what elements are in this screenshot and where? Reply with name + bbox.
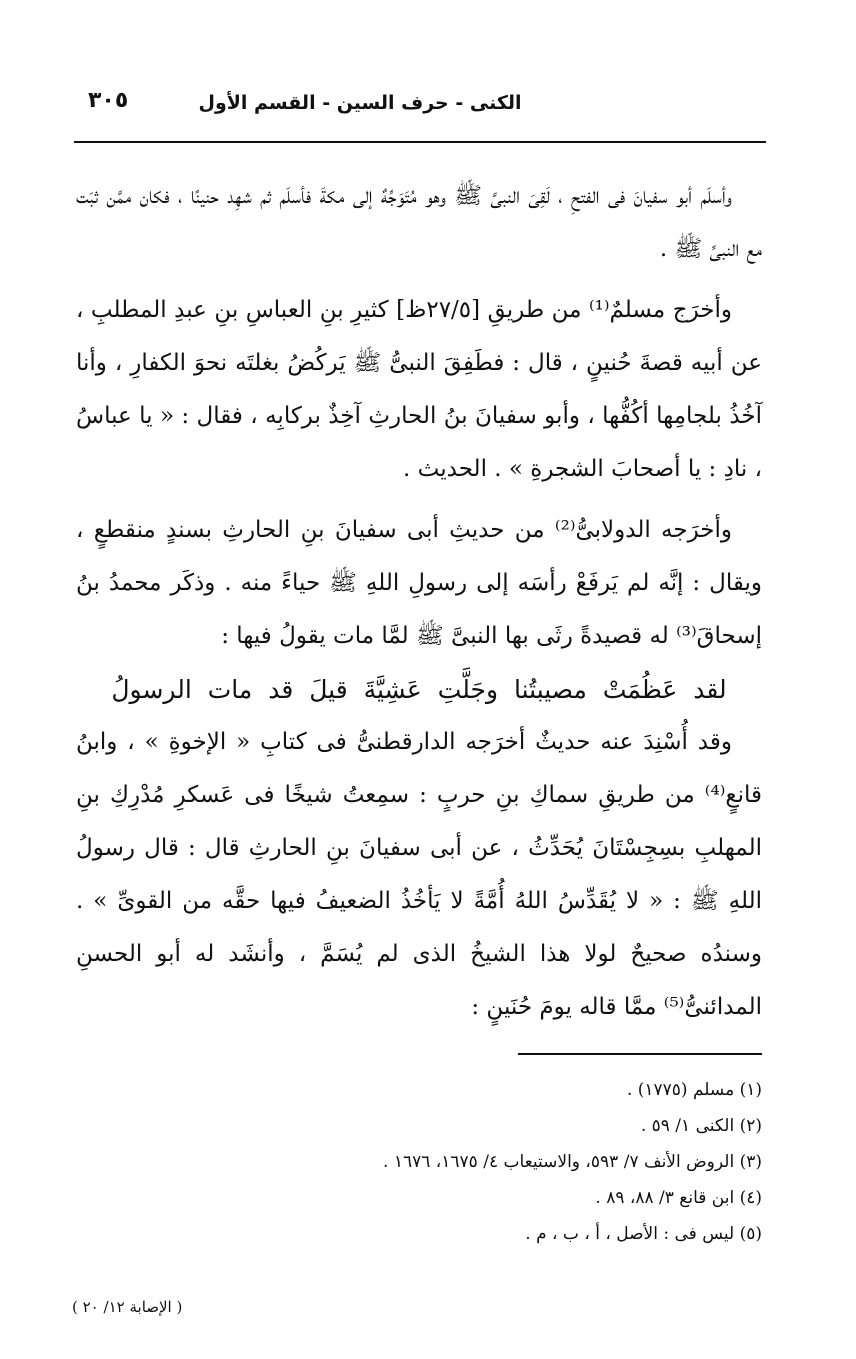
paragraph-gap: [76, 276, 762, 284]
footnote-5: (٥) ليس فى : الأصل ، أ ، ب ، م .: [525, 1224, 762, 1244]
paragraph-2: وأخرَج مسلمٌ⁽¹⁾ من طريقِ [٢٧/٥ظ] كثيرِ بنِ العباسِ بنِ عبدِ المطلبِ ، عن أبيه قصةَ حُنينٍ ، قال : فطَفِقَ النبىُّ ﷺ يَركُضُ بغلتَه نحوَ الكفارِ ، وأنا آخُذُ بلجامِها أكُفُّها ، وأبو سفيانَ بنُ الحارثِ آخِذٌ بركابِه ، فقال : « يا عباسُ ، نادِ : يا أصحابَ الشجرةِ » . الحديث .: [76, 297, 762, 482]
footnote-4: (٤) ابن قانع ٣/ ٨٨، ٨٩ .: [595, 1188, 762, 1208]
footnote-3: (٣) الروض الأنف ٧/ ٥٩٣، والاستيعاب ٤/ ١٦٧٥، ١٦٧٦ .: [383, 1152, 762, 1172]
main-text: [76, 170, 762, 1034]
footnote-1: (١) مسلم (١٧٧٥) .: [626, 1080, 762, 1100]
footnotes: [76, 1072, 762, 1252]
source-reference: ( الإصابة ١٢/ ٢٠ ): [72, 1298, 183, 1316]
running-header: الكنى - حرف السين - القسم الأول: [198, 92, 522, 114]
header-rule: [74, 141, 766, 143]
paragraph-1: وأسلَم أبو سفيانَ فى الفتحِ ، لَقِىَ النبىَّ ﷺ وهو مُتَوَجِّهٌ إلى مكةَ فأسلَم ثم شهِد حنينًا ، فكان ممَّن ثبَت مع النبىِّ ﷺ .: [76, 183, 762, 262]
footnote-rule: [518, 1053, 762, 1055]
footnote-2: (٢) الكنى ١/ ٥٩ .: [640, 1116, 762, 1136]
page-number: ٣٠٥: [88, 88, 129, 113]
paragraph-4: وقد أُسْنِدَ عنه حديثٌ أخرَجه الدارقطنىُّ فى كتابِ « الإخوةِ » ، وابنُ قانعٍ⁽⁴⁾ من طريقِ سماكِ بنِ حربٍ : سمِعتُ شيخًا فى عَسكرِ مُدْرِكِ بنِ المهلبِ بسِجِسْتَانَ يُحَدِّثُ ، عن أبى سفيانَ بنِ الحارثِ قال : قال رسولُ اللهِ ﷺ : « لا يُقَدِّسُ اللهُ أُمَّةً لا يَأخُذُ الضعيفُ فيها حقَّه من القوىِّ » . وسندُه صحيحٌ لولا هذا الشيخُ الذى لم يُسَمَّ ، وأنشَد له أبو الحسنِ المدائنىُّ⁽⁵⁾ ممَّا قاله يومَ حُنَينٍ :: [76, 729, 762, 1020]
paragraph-gap: [76, 496, 762, 504]
poetry-verse: لقد عَظُمَتْ مصيبتُنا وجَلَّتِ عَشِيَّةَ قيلَ قد مات الرسولُ: [111, 675, 727, 704]
paragraph-3: وأخرَجه الدولابىُّ⁽²⁾ من حديثِ أبى سفيانَ بنِ الحارثِ بسندٍ منقطعٍ ، ويقال : إنَّه لم يَرفَعْ رأسَه إلى رسولِ اللهِ ﷺ حياءً منه . وذكَر محمدُ بنُ إسحاقَ⁽³⁾ له قصيدةً رثَى بها النبىَّ ﷺ لمَّا مات يقولُ فيها :: [76, 517, 762, 649]
